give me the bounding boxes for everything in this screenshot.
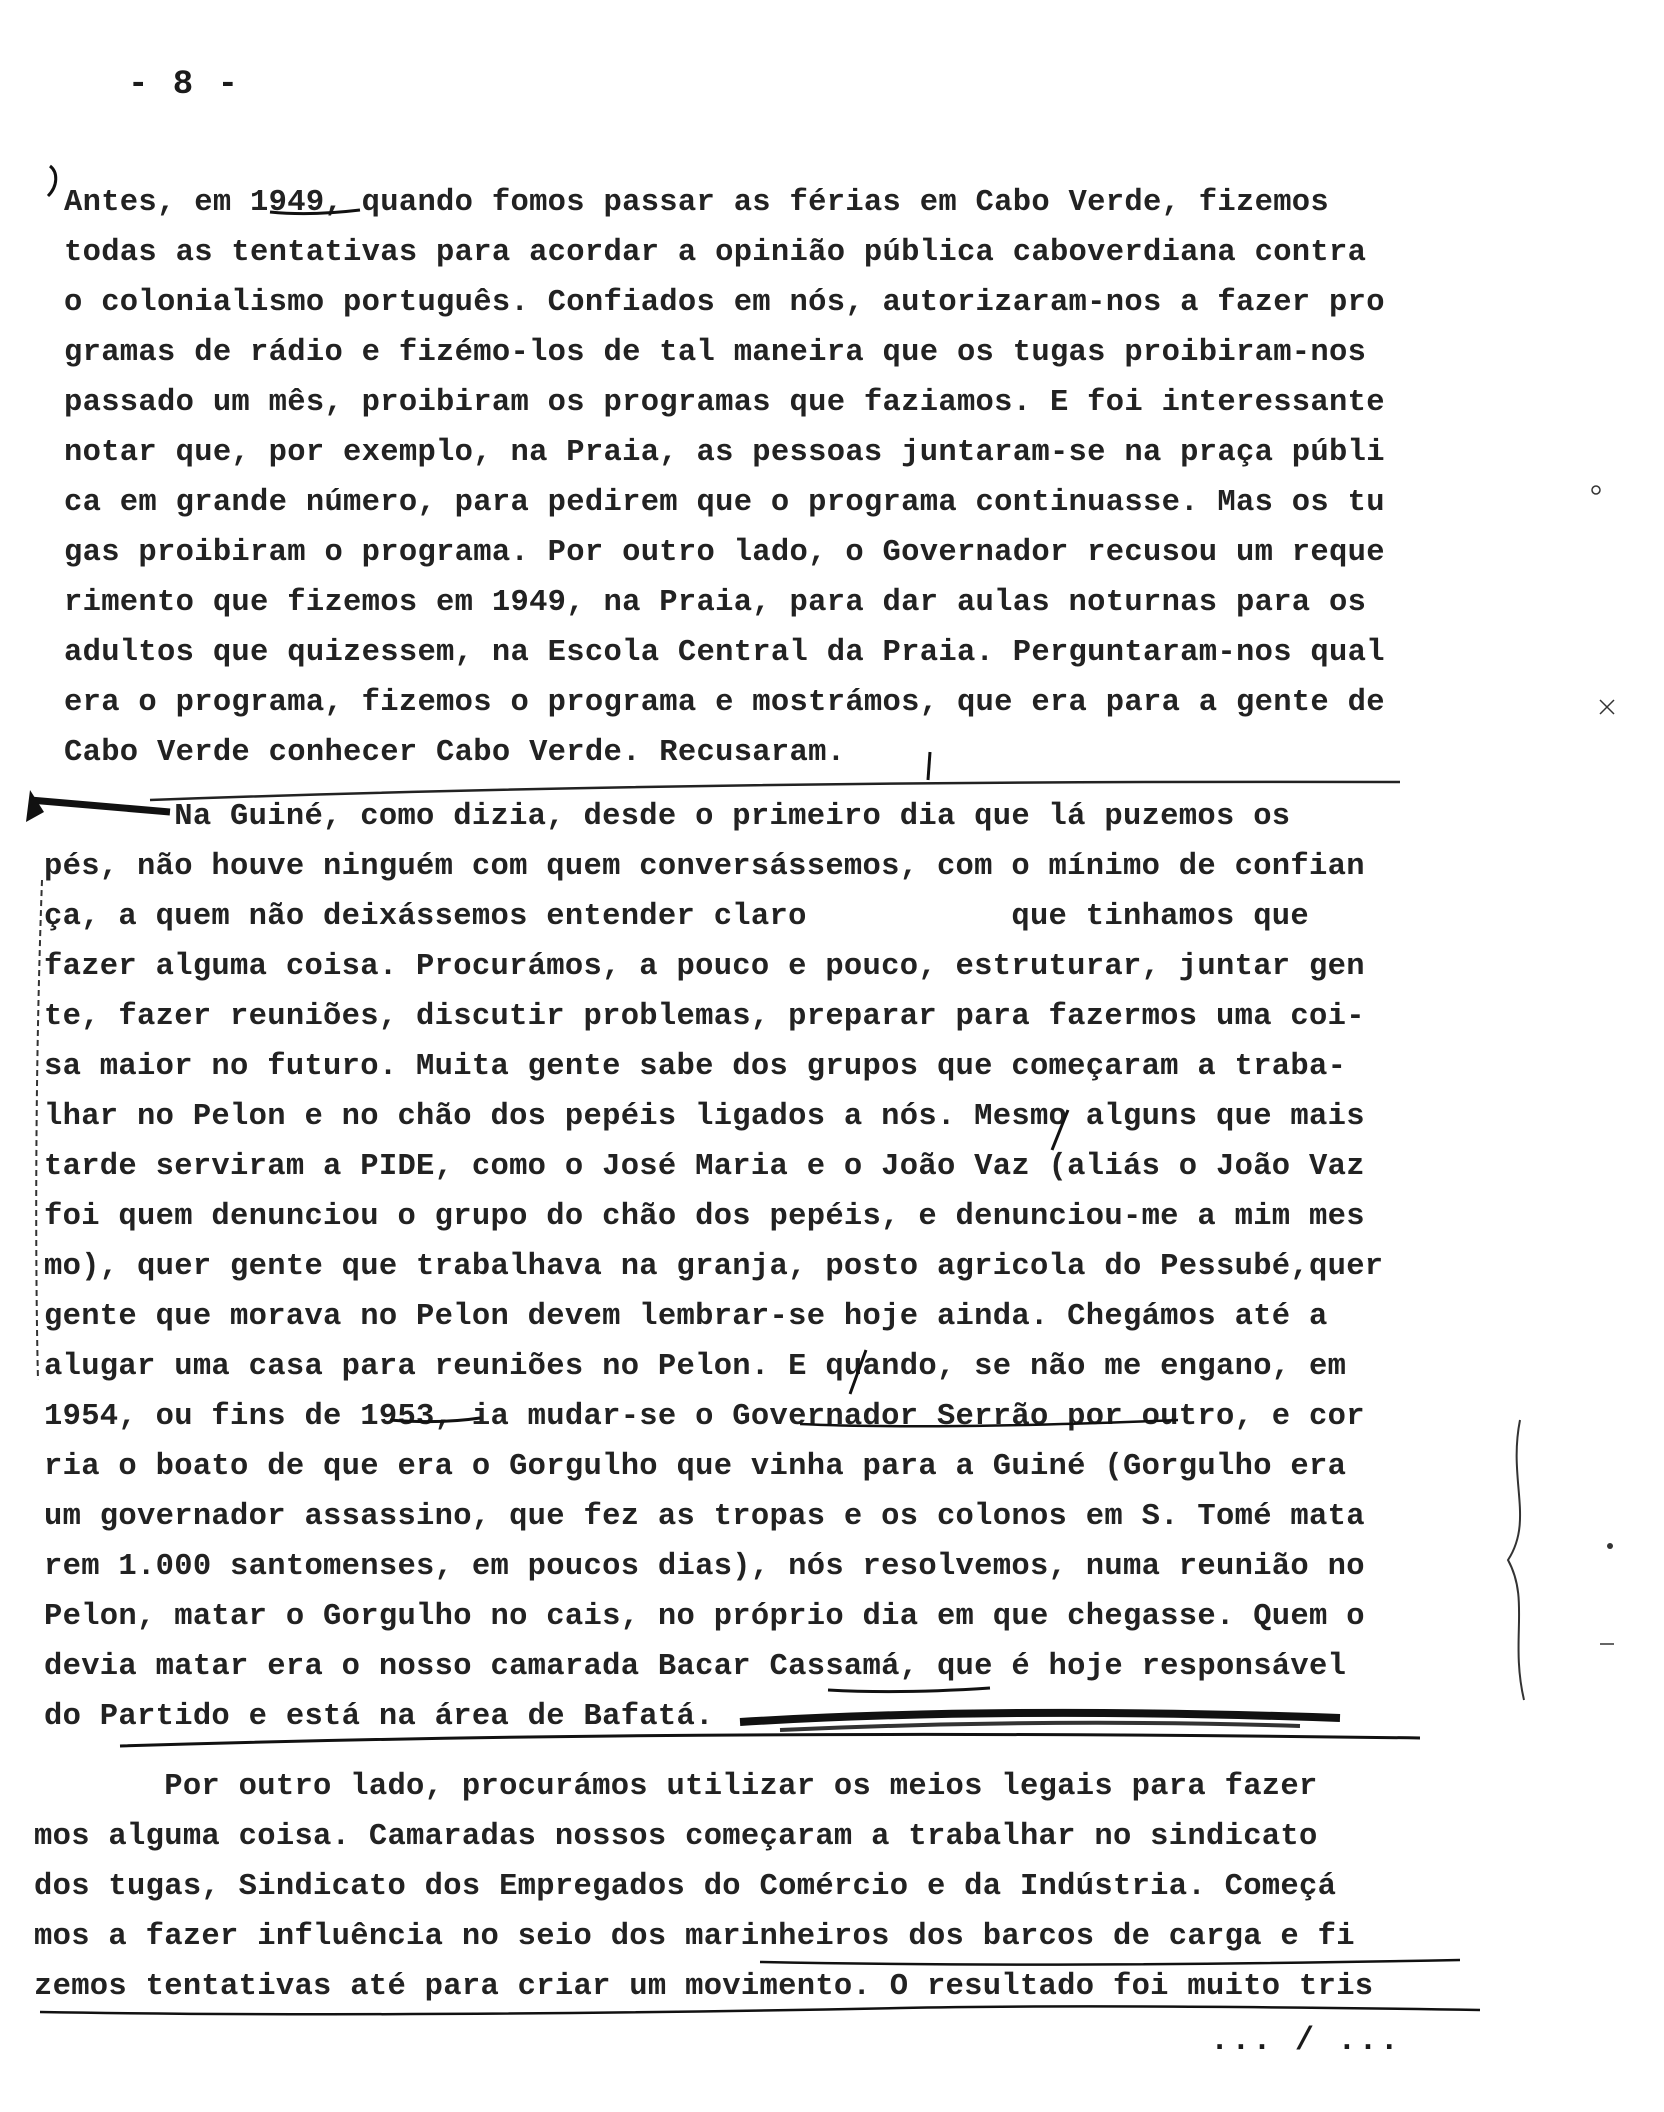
text-line: gas proibiram o programa. Por outro lado, o Governador recusou um reque [64, 536, 1385, 570]
paragraph-3 [34, 1762, 1373, 2012]
text-line: adultos que quizessem, na Escola Central da Praia. Perguntaram-nos qual [64, 636, 1385, 670]
text-line: Na Guiné, como dizia, desde o primeiro dia que lá puzemos os [44, 800, 1291, 834]
text-line: alugar uma casa para reuniões no Pelon. E quando, se não me engano, em [44, 1350, 1347, 1384]
text-line: pés, não houve ninguém com quem conversássemos, com o mínimo de confian [44, 850, 1365, 884]
paragraph-2 [44, 792, 1383, 1742]
text-line: ria o boato de que era o Gorgulho que vinha para a Guiné (Gorgulho era [44, 1450, 1347, 1484]
text-line: tarde serviram a PIDE, como o José Maria e o João Vaz (aliás o João Vaz [44, 1150, 1365, 1184]
text-line: rimento que fizemos em 1949, na Praia, para dar aulas noturnas para os [64, 586, 1367, 620]
stray-dot [1607, 1543, 1613, 1549]
text-line: Antes, em 1949, quando fomos passar as férias em Cabo Verde, fizemos [64, 186, 1330, 220]
paragraph-1 [64, 178, 1385, 778]
arrow-mark [26, 790, 44, 822]
text-line: notar que, por exemplo, na Praia, as pessoas juntaram-se na praça públi [64, 436, 1385, 470]
text-line: 1954, ou fins de 1953, ia mudar-se o Governador Serrão por outro, e cor [44, 1400, 1365, 1434]
stray-mark [1600, 700, 1614, 714]
text-line: mo), quer gente que trabalhava na granja, posto agricola do Pessubé,quer [44, 1250, 1384, 1284]
text-line: ca em grande número, para pedirem que o programa continuasse. Mas os tu [64, 486, 1385, 520]
text-line: passado um mês, proibiram os programas que faziamos. E foi interessante [64, 386, 1385, 420]
text-line: mos alguma coisa. Camaradas nossos começaram a trabalhar no sindicato [34, 1820, 1318, 1854]
text-line: sa maior no futuro. Muita gente sabe dos grupos que começaram a traba- [44, 1050, 1347, 1084]
text-line: todas as tentativas para acordar a opinião pública caboverdiana contra [64, 236, 1367, 270]
text-line: dos tugas, Sindicato dos Empregados do Comércio e da Indústria. Começá [34, 1870, 1337, 1904]
text-line: lhar no Pelon e no chão dos pepéis ligados a nós. Mesmo alguns que mais [44, 1100, 1365, 1134]
text-line: o colonialismo português. Confiados em nós, autorizaram-nos a fazer pro [64, 286, 1385, 320]
text-line: ça, a quem não deixássemos entender claro que tinhamos que [44, 900, 1310, 934]
text-line: devia matar era o nosso camarada Bacar Cassamá, que é hoje responsável [44, 1650, 1347, 1684]
text-line: Cabo Verde conhecer Cabo Verde. Recusaram. [64, 736, 846, 770]
page-number: - 8 - [128, 66, 241, 104]
bracket-mark [48, 166, 56, 196]
text-line: Por outro lado, procurámos utilizar os meios legais para fazer [34, 1770, 1318, 1804]
text-line: te, fazer reuniões, discutir problemas, preparar para fazermos uma coi- [44, 1000, 1365, 1034]
text-line: foi quem denunciou o grupo do chão dos pepéis, e denunciou-me a mim mes [44, 1200, 1365, 1234]
text-line: um governador assassino, que fez as tropas e os colonos em S. Tomé mata [44, 1500, 1365, 1534]
text-line: rem 1.000 santomenses, em poucos dias), nós resolvemos, numa reunião no [44, 1550, 1365, 1584]
text-line: gente que morava no Pelon devem lembrar-se hoje ainda. Chegámos até a [44, 1300, 1328, 1334]
stray-dot [1592, 486, 1600, 494]
margin-bracket [1508, 1420, 1524, 1700]
text-line: zemos tentativas até para criar um movimento. O resultado foi muito tris [34, 1970, 1374, 2004]
text-line: Pelon, matar o Gorgulho no cais, no próprio dia em que chegasse. Quem o [44, 1600, 1365, 1634]
text-line: gramas de rádio e fizémo-los de tal maneira que os tugas proibiram-nos [64, 336, 1367, 370]
text-line: fazer alguma coisa. Procurámos, a pouco e pouco, estruturar, juntar gen [44, 950, 1365, 984]
text-line: mos a fazer influência no seio dos marinheiros dos barcos de carga e fi [34, 1920, 1355, 1954]
text-line: do Partido e está na área de Bafatá. [44, 1700, 714, 1734]
margin-bracket [36, 880, 42, 1380]
continuation-marker: ... / ... [1210, 2022, 1401, 2059]
text-line: era o programa, fizemos o programa e mostrámos, que era para a gente de [64, 686, 1385, 720]
